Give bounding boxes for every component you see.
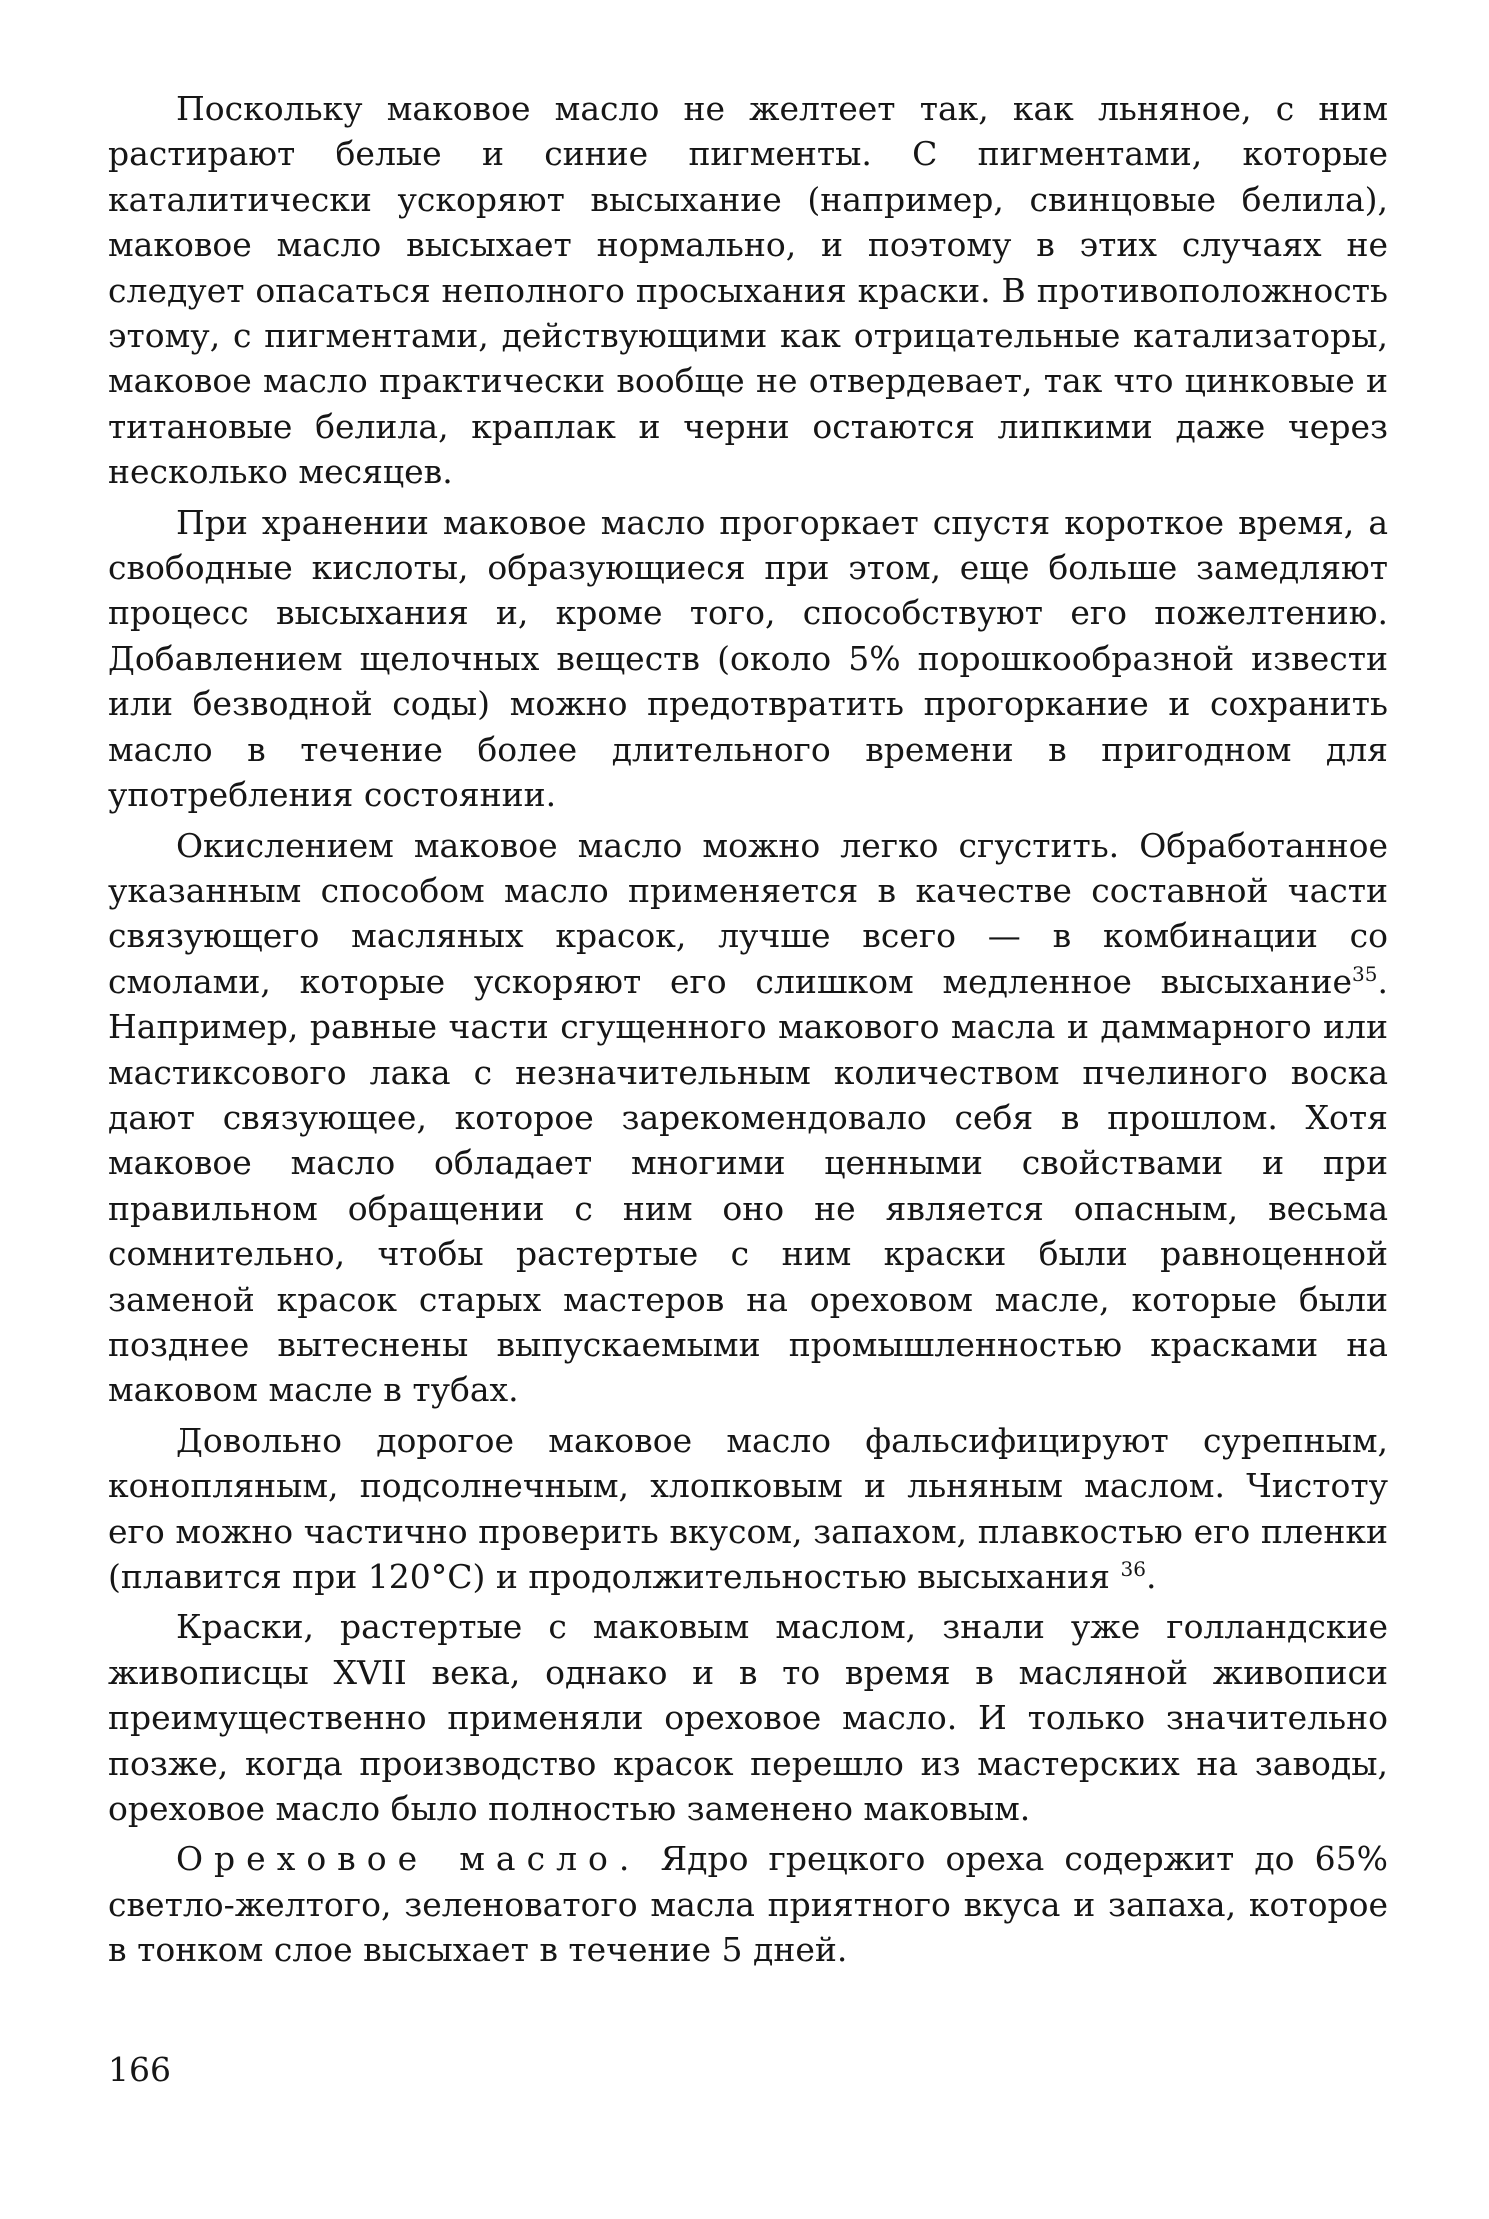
page-body [108, 86, 1388, 1978]
paragraph-walnut-oil [108, 1836, 1388, 1972]
paragraph-text: Ядро грецкого ореха содержит до 65% светло-желтого, зеленоватого масла приятного вкуса и запаха, которое в тонком слое высыхает в течение 5 дней. [108, 1839, 1388, 1970]
paragraph-poppy-oil-pigments: Поскольку маковое масло не желтеет так, как льняное, с ним растирают белые и синие пигменты. С пигментами, которые каталитически ускоряют высыхание (например, свинцовые белила), маковое масло высыхает нормально, и поэтому в этих случаях не следует опасаться неполного просыхания краски. В противоположность этому, с пигментами, действующими как отрицательные катализаторы, маковое масло практически вообще не отвердевает, так что цинковые и титановые белила, краплак и черни остаются липкими даже через несколько месяцев. [108, 89, 1388, 492]
paragraph-dutch-painters: Краски, растертые с маковым маслом, знали уже голландские живописцы XVII века, однако и в то время в масляной живописи преимущественно применяли ореховое масло. И только значительно позже, когда производство красок перешло из мастерских на заводы, ореховое масло было полностью заменено маковым. [108, 1607, 1388, 1829]
paragraph-text: Довольно дорогое маковое масло фальсифицируют сурепным, конопляным, подсолнечным, хлопковым и льняным маслом. Чистоту его можно частично проверить вкусом, запахом, плавкостью его пленки (плавится при 120°С) и продолжительностью высыхания [108, 1420, 1388, 1596]
paragraph-text: . [1145, 1557, 1157, 1596]
paragraph-adulteration [108, 1418, 1388, 1600]
paragraph-oxidation-thickening [108, 823, 1388, 1413]
paragraph-text: Окислением маковое масло можно легко сгустить. Обработанное указанным способом масло применяется в качестве составной части связующего масляных красок, лучше всего — в комбинации со смолами, которые ускоряют его слишком медленное высыхание [108, 825, 1388, 1001]
section-heading: Ореховое масло. [176, 1839, 641, 1879]
footnote-ref-35: 35 [1352, 961, 1378, 986]
footnote-ref-36: 36 [1120, 1557, 1146, 1581]
paragraph-storage-rancidity: При хранении маковое масло прогоркает спустя короткое время, а свободные кислоты, образующиеся при этом, еще больше замедляют процесс высыхания и, кроме того, способствуют его пожелтению. Добавлением щелочных веществ (около 5% порошкообразной извести или безводной соды) можно предотвратить прогоркание и сохранить масло в течение более длительного времени в пригодном для употребления состоянии. [108, 502, 1388, 815]
paragraph-text: . Например, равные части сгущенного макового масла и даммарного или мастиксового лака с незначительным количеством пчелиного воска дают связующее, которое зарекомендовало себя в прошлом. Хотя маковое масло обладает многими ценными свойствами и при правильном обращении с ним оно не является опасным, весьма сомнительно, чтобы растертые с ним краски были равноценной заменой красок старых мастеров на ореховом масле, которые были позднее вытеснены выпускаемыми промышленностью красками на маковом масле в тубах. [108, 961, 1388, 1410]
page-number: 166 [108, 2050, 171, 2089]
